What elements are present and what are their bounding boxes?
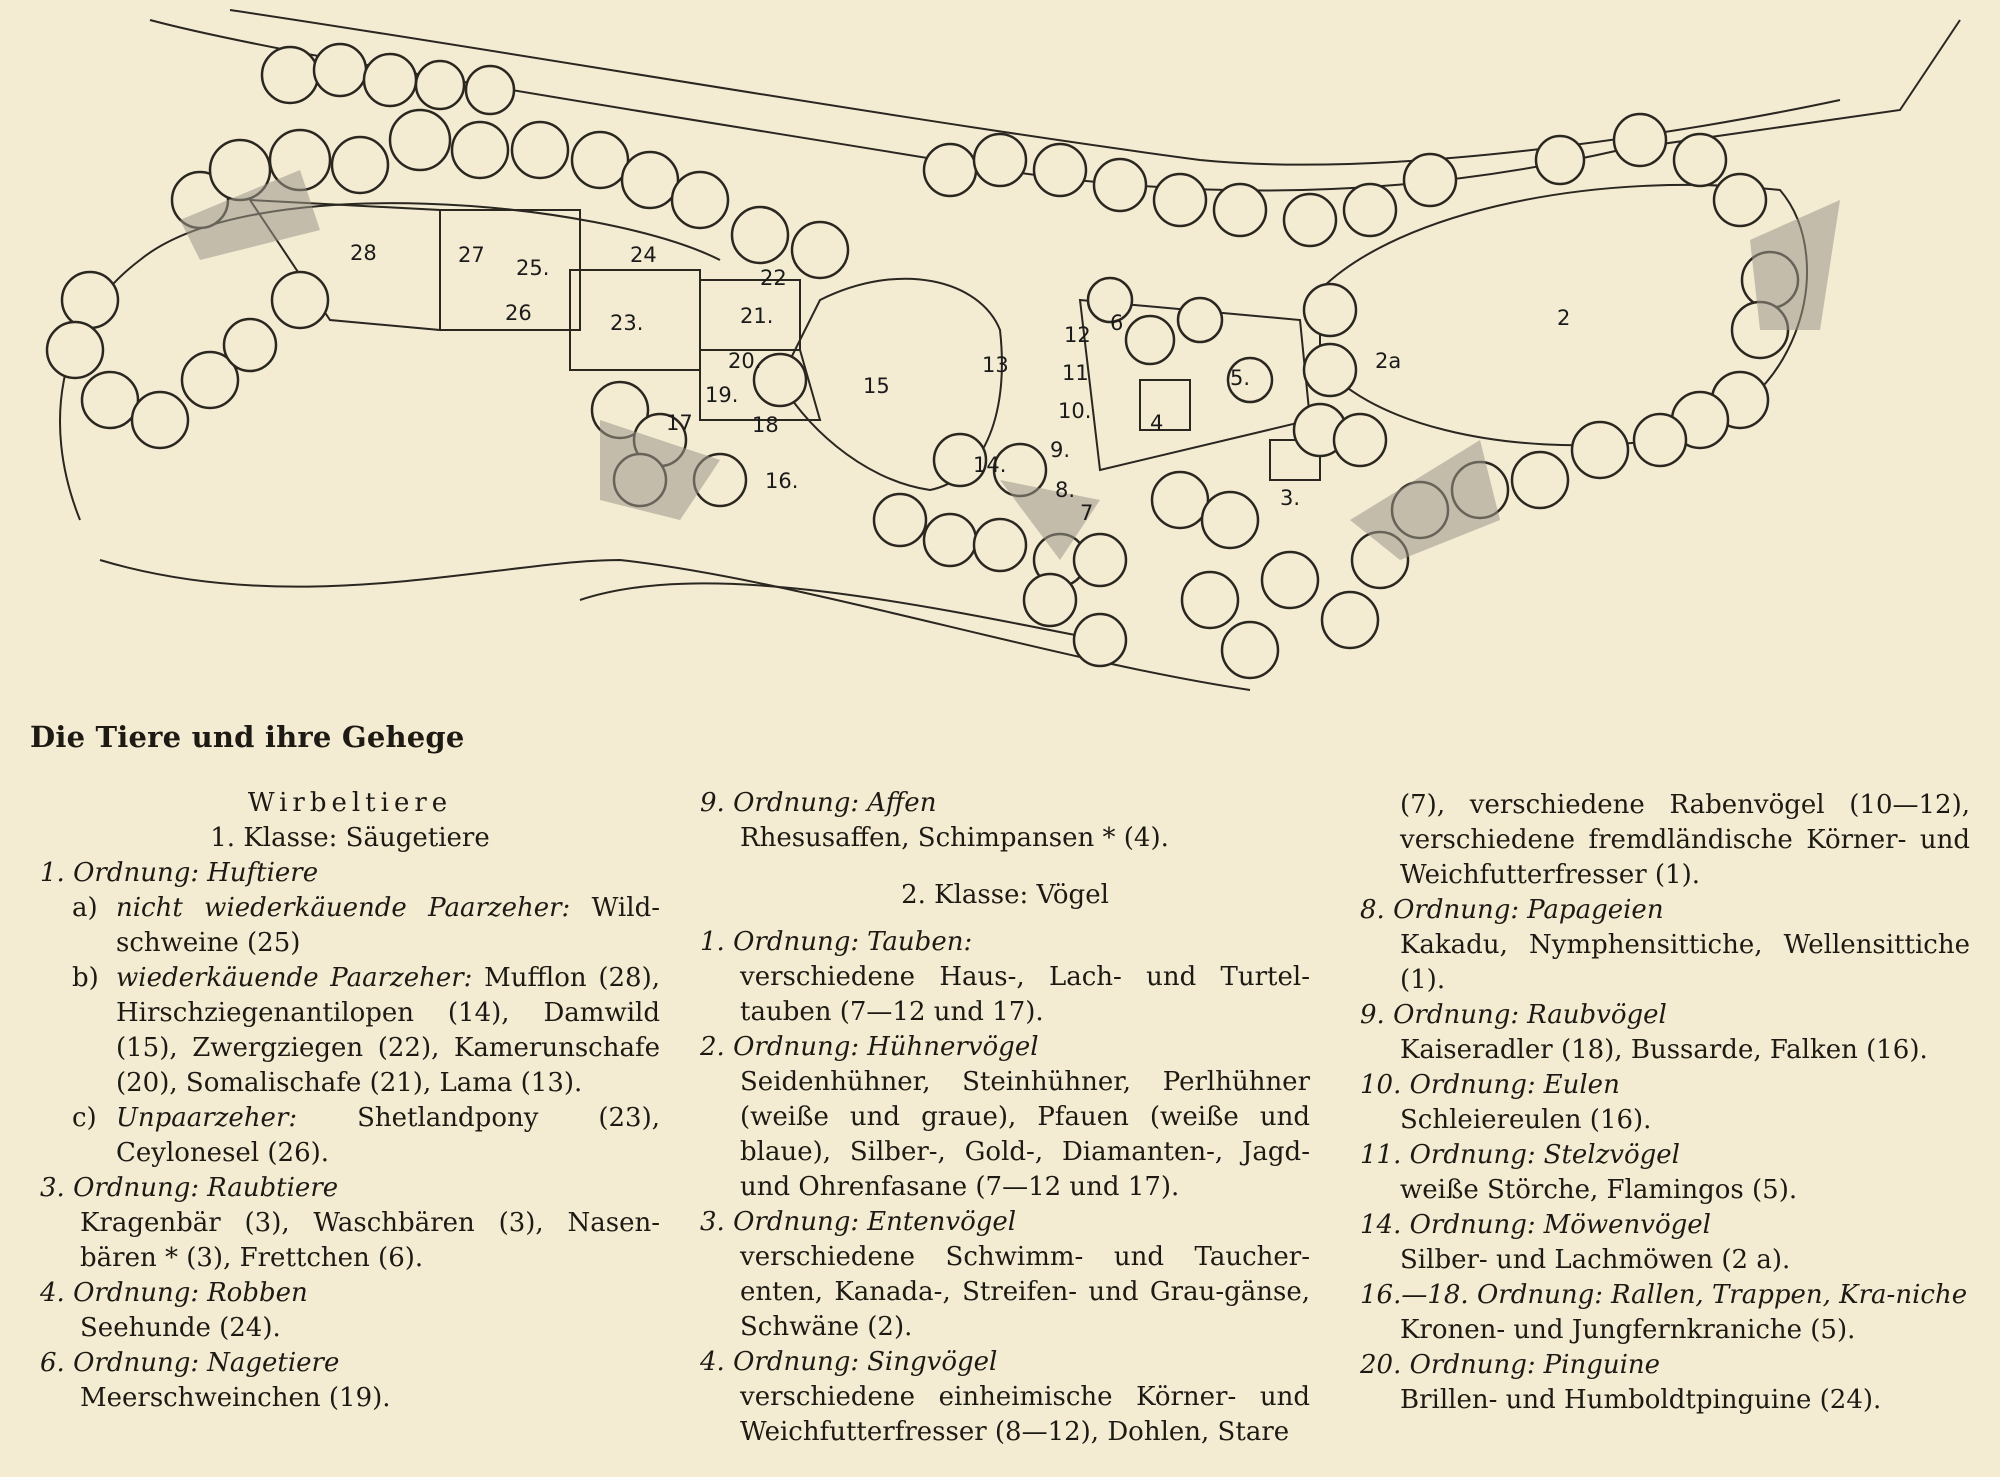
tree (1674, 134, 1726, 186)
order-name: Singvögel (867, 1347, 998, 1377)
sub-text: Unpaarzeher: Shetlandpony (23), Ceylonesel (26). (116, 1103, 660, 1168)
enclosure-label: 19. (705, 383, 739, 407)
order-text: Kakadu, Nymphensittiche, Wellensittiche (1). (1400, 930, 1970, 995)
tree (262, 47, 318, 103)
tree (390, 110, 450, 170)
order-text: verschiedene Haus-, Lach- und Turtel-tauben (7—12 und 17). (740, 962, 1310, 1027)
tree (332, 137, 388, 193)
order-text: verschiedene einheimische Körner- und Weichfutterfresser (8—12), Dohlen, Stare (740, 1382, 1310, 1447)
enclosure-label: 13 (982, 353, 1009, 377)
tree (754, 354, 806, 406)
tree (1344, 184, 1396, 236)
order-name: Robben (207, 1278, 308, 1308)
sub-b (40, 961, 660, 1101)
order-raubtiere (40, 1171, 660, 1206)
enclosure-label: 11 (1062, 361, 1089, 385)
order-number: 1. Ordnung: (40, 858, 200, 888)
sub-letter: c) (72, 1103, 97, 1133)
order-name: Affen (867, 788, 937, 818)
tree (1322, 592, 1378, 648)
tree (1024, 574, 1076, 626)
order-name: Pinguine (1543, 1350, 1661, 1380)
tree (1614, 114, 1666, 166)
tree (1152, 472, 1208, 528)
order-name: Eulen (1543, 1070, 1620, 1100)
order-raubvoegel (1360, 998, 1970, 1033)
tree (672, 172, 728, 228)
tree (452, 122, 508, 178)
enclosure-label: 4 (1150, 411, 1164, 435)
enclosure-label: 16. (765, 469, 799, 493)
enclosure-label: 3. (1280, 486, 1301, 510)
tree (974, 519, 1026, 571)
order-number: 6. Ordnung: (40, 1348, 200, 1378)
tree (1404, 154, 1456, 206)
order-singvoegel (700, 1345, 1310, 1380)
order-text: Schleiereulen (16). (1400, 1105, 1652, 1135)
sub-text: nicht wiederkäuende Paarzeher: Wild-schweine (25) (116, 893, 660, 958)
order-nagetiere (40, 1346, 660, 1381)
map-path-bottom2 (580, 583, 1100, 640)
tree (1074, 614, 1126, 666)
order-name: Tauben: (867, 927, 973, 957)
order-name: Nagetiere (207, 1348, 340, 1378)
enclosure-label: 18 (752, 413, 779, 437)
tree (1714, 174, 1766, 226)
order-papageien (1360, 893, 1970, 928)
order-name: Hühnervögel (867, 1032, 1039, 1062)
sub-letter: b) (72, 963, 99, 993)
tree (364, 54, 416, 106)
order-number: 8. Ordnung: (1360, 895, 1520, 925)
tree (732, 207, 788, 263)
enclosure-label: 15 (863, 374, 890, 398)
tree (1304, 344, 1356, 396)
order-text: Kronen- und Jungfernkraniche (5). (1400, 1315, 1856, 1345)
enclosure-label: 5. (1230, 366, 1251, 390)
order-text: Seehunde (24). (80, 1313, 281, 1343)
tree (924, 514, 976, 566)
tree (1634, 414, 1686, 466)
order-text: Meerschweinchen (19). (80, 1383, 391, 1413)
zoo-map (0, 0, 2000, 720)
enclosure-label: 12 (1064, 323, 1091, 347)
order-number: 20. Ordnung: (1360, 1350, 1536, 1380)
order-text: Kaiseradler (18), Bussarde, Falken (16). (1400, 1035, 1928, 1065)
order-text: weiße Störche, Flamingos (5). (1400, 1175, 1798, 1205)
order-name: Entenvögel (867, 1207, 1017, 1237)
enclosure-label: 9. (1050, 438, 1071, 462)
tree (1572, 422, 1628, 478)
enclosure-label: 2 (1557, 306, 1571, 330)
order-name: Möwenvögel (1543, 1210, 1711, 1240)
order-number: 2. Ordnung: (700, 1032, 860, 1062)
order-number: 10. Ordnung: (1360, 1070, 1536, 1100)
column-3 (1360, 788, 1970, 1418)
map-enclosure-4 (1140, 380, 1190, 430)
order-huftiere (40, 856, 660, 891)
class-saeugetiere: 1. Klasse: Säugetiere (210, 823, 490, 853)
tree (974, 134, 1026, 186)
section-title: Die Tiere und ihre Gehege (30, 720, 465, 754)
order-number: 11. Ordnung: (1360, 1140, 1536, 1170)
order-text: verschiedene Schwimm- und Taucher-enten, Kanada-, Streifen- und Grau-gänse, Schwäne (2). (740, 1242, 1310, 1342)
order-entenvoegel (700, 1205, 1310, 1240)
order-text: Rhesusaffen, Schimpansen * (4). (740, 823, 1169, 853)
tree (1154, 174, 1206, 226)
enclosure-label: 21. (740, 304, 774, 328)
tree (1222, 622, 1278, 678)
order-name: Raubtiere (207, 1173, 339, 1203)
sub-letter: a) (72, 893, 98, 923)
order-pinguine (1360, 1348, 1970, 1383)
order-affen (700, 786, 1310, 821)
tree (1304, 284, 1356, 336)
tree (874, 494, 926, 546)
tree (1536, 136, 1584, 184)
tree (62, 272, 118, 328)
enclosure-label: 17 (666, 411, 693, 435)
enclosure-label: 23. (610, 311, 644, 335)
column-2 (700, 786, 1310, 1450)
order-tauben (700, 925, 1310, 960)
order-number: 16.—18. Ordnung: (1360, 1280, 1603, 1310)
order-number: 4. Ordnung: (40, 1278, 200, 1308)
tree (1214, 184, 1266, 236)
order-name: Stelzvögel (1543, 1140, 1680, 1170)
class-voegel: 2. Klasse: Vögel (901, 880, 1109, 910)
tree (622, 152, 678, 208)
order-number: 4. Ordnung: (700, 1347, 860, 1377)
order-number: 3. Ordnung: (700, 1207, 860, 1237)
tree (272, 272, 328, 328)
sub-text: wiederkäuende Paarzeher: Mufflon (28), Hirschziegenantilopen (14), Damwild (15), Zwergziegen (22), Kamerunschafe (20), Somalischafe (21), Lama (13). (116, 963, 660, 1098)
tree (572, 132, 628, 188)
tree (792, 222, 848, 278)
enclosure-label: 20. (728, 349, 762, 373)
enclosure-label: 26 (505, 301, 532, 325)
order-rallen (1360, 1278, 1970, 1313)
order-robben (40, 1276, 660, 1311)
order-stelzvoegel (1360, 1138, 1970, 1173)
tree (1034, 144, 1086, 196)
tree (1074, 534, 1126, 586)
order-moewenvoegel (1360, 1208, 1970, 1243)
sub-c (40, 1101, 660, 1171)
enclosure-label: 2a (1375, 349, 1402, 373)
tree (416, 61, 464, 109)
tree (47, 322, 103, 378)
enclosure-label: 7 (1080, 501, 1094, 525)
enclosure-label: 22 (760, 266, 787, 290)
enclosure-label: 8. (1055, 478, 1076, 502)
tree (466, 66, 514, 114)
order-number: 9. Ordnung: (1360, 1000, 1520, 1030)
tree (224, 319, 276, 371)
order-name: Rallen, Trappen, Kra-niche (1611, 1280, 1968, 1310)
order-name: Papageien (1527, 895, 1664, 925)
enclosure-label: 6 (1110, 311, 1124, 335)
tree (314, 44, 366, 96)
tree (1512, 452, 1568, 508)
order-text: Kragenbär (3), Waschbären (3), Nasen-bären * (3), Frettchen (6). (80, 1208, 660, 1273)
sub-a (40, 891, 660, 961)
order-name: Raubvögel (1527, 1000, 1667, 1030)
order-text: Silber- und Lachmöwen (2 a). (1400, 1245, 1791, 1275)
tree (132, 392, 188, 448)
tree (1126, 316, 1174, 364)
enclosure-label: 10. (1058, 399, 1092, 423)
tree (1182, 572, 1238, 628)
tree (1202, 492, 1258, 548)
tree (1178, 298, 1222, 342)
order-name: Huftiere (207, 858, 319, 888)
tree (1094, 159, 1146, 211)
order-text: Brillen- und Humboldtpinguine (24). (1400, 1385, 1882, 1415)
enclosure-label: 27 (458, 243, 485, 267)
tree (512, 122, 568, 178)
continued-text: (7), verschiedene Rabenvögel (10—12), verschiedene fremdländische Körner- und Weichfutterfresser (1). (1400, 790, 1970, 890)
order-number: 1. Ordnung: (700, 927, 860, 957)
order-text: Seidenhühner, Steinhühner, Perlhühner (weiße und graue), Pfauen (weiße und blaue), Silber-, Gold-, Diamanten-, Jagd- und Ohrenfasane (7—12 und 17). (740, 1067, 1310, 1202)
enclosure-label: 25. (516, 256, 550, 280)
order-number: 9. Ordnung: (700, 788, 860, 818)
order-huehnervoegel (700, 1030, 1310, 1065)
tree (82, 372, 138, 428)
enclosure-label: 24 (630, 243, 657, 267)
tree (1334, 414, 1386, 466)
tree (1262, 552, 1318, 608)
enclosure-label: 28 (350, 241, 377, 265)
enclosure-label: 14. (973, 453, 1007, 477)
tree (1284, 194, 1336, 246)
column-1 (40, 786, 660, 1416)
heading-wirbeltiere: Wirbeltiere (247, 788, 453, 818)
tree (924, 144, 976, 196)
order-number: 3. Ordnung: (40, 1173, 200, 1203)
order-number: 14. Ordnung: (1360, 1210, 1536, 1240)
order-eulen (1360, 1068, 1970, 1103)
